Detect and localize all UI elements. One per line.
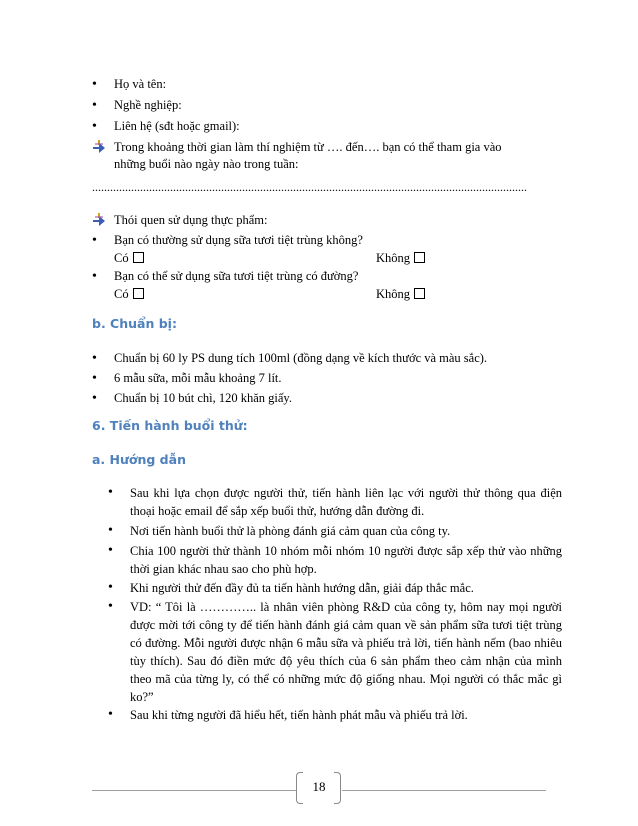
list-item: • Chuẩn bị 10 bút chì, 120 khăn giấy.	[114, 390, 292, 407]
habits-title: Thói quen sử dụng thực phẩm:	[114, 213, 268, 227]
no-checkbox[interactable]	[414, 252, 425, 263]
arrow-bullet-icon	[92, 139, 106, 153]
list-item: • Liên hệ (sđt hoặc gmail):	[114, 118, 240, 135]
list-item: • Sau khi từng người đã hiểu hết, tiến hành phát mẫu và phiếu trả lời.	[130, 706, 562, 724]
question-2: • Bạn có thể sử dụng sữa tươi tiệt trùng có đường?	[114, 268, 358, 285]
footer-rule-left	[92, 790, 296, 791]
list-item: • VD: “ Tôi là ………….. là nhân viên phòng R&D của công ty, hôm nay mọi người được mời tới công ty để tiến hành đánh giá cảm quan về sản phẩm sữa tươi tiệt trùng có đường. Mỗi người được nhận 6 mẫu sữa và phiếu trả lời, tiến hành nếm (bao nhiêu tùy thích). Sau đó điền mức độ yêu thích của 6 sản phẩm theo cảm nhận của mình theo mã của từng ly, có thể có những mức độ giống nhau. Mọi người có thắc mắc gì ko?”	[130, 598, 562, 706]
question-1: • Bạn có thường sử dụng sữa tươi tiệt trùng không?	[114, 232, 363, 249]
sub-heading-instructions: a. Hướng dẫn	[92, 452, 186, 467]
yes-checkbox[interactable]	[133, 252, 144, 263]
availability-question-line2: những buổi nào ngày nào trong tuần:	[114, 157, 299, 171]
list-item: • Chuẩn bị 60 ly PS dung tích 100ml (đồng dạng về kích thước và màu sắc).	[114, 350, 487, 367]
no-label: Không	[376, 251, 411, 265]
page-number: 18	[312, 779, 326, 794]
availability-question-line1: Trong khoảng thời gian làm thí nghiệm từ …. đến…. bạn có thể tham gia vào	[114, 140, 502, 154]
section-heading-conduct: 6. Tiến hành buổi thử:	[92, 418, 248, 433]
list-item: • Nơi tiến hành buổi thử là phòng đánh giá cảm quan của công ty.	[130, 522, 562, 540]
list-item: • Chia 100 người thử thành 10 nhóm mỗi nhóm 10 người được sắp xếp thử vào những thời gian khác nhau sao cho phù hợp.	[130, 542, 562, 578]
yes-checkbox[interactable]	[133, 288, 144, 299]
no-checkbox[interactable]	[414, 288, 425, 299]
q2-no-option	[376, 286, 425, 303]
answer-dotted-line: .................................................................................................................................................	[92, 180, 527, 194]
yes-label: Có	[114, 251, 129, 265]
footer-rule-right	[342, 790, 546, 791]
list-item: • Họ và tên:	[114, 76, 166, 93]
no-label: Không	[376, 287, 411, 301]
list-item: • Nghề nghiệp:	[114, 97, 182, 114]
list-item: • Sau khi lựa chọn được người thử, tiến hành liên lạc với người thử thông qua điện thoại hoặc email để sắp xếp buổi thử, hướng dẫn đường đi.	[130, 484, 562, 520]
section-heading-prepare: b. Chuẩn bị:	[92, 316, 177, 331]
list-item: • 6 mẫu sữa, mỗi mẫu khoảng 7 lít.	[114, 370, 282, 387]
q1-no-option	[376, 250, 425, 267]
q1-yes-option	[114, 250, 144, 267]
yes-label: Có	[114, 287, 129, 301]
q2-yes-option	[114, 286, 144, 303]
arrow-bullet-icon	[92, 212, 106, 226]
list-item: • Khi người thử đến đầy đủ ta tiến hành hướng dẫn, giải đáp thắc mắc.	[130, 579, 562, 597]
